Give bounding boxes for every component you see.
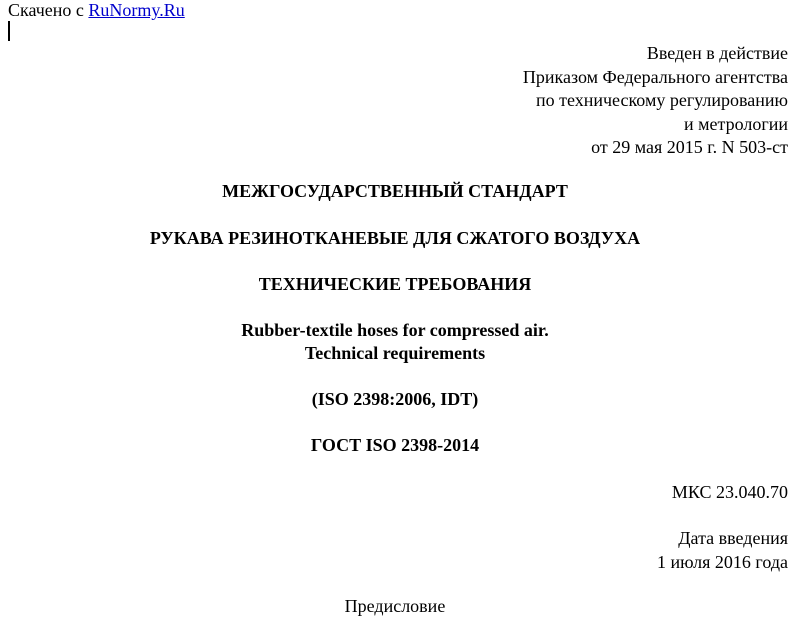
download-source-prefix: Скачено с bbox=[8, 0, 89, 20]
title-en-line2: Technical requirements bbox=[304, 343, 486, 363]
preface-heading: Предисловие bbox=[344, 596, 446, 616]
introduced-line: Введен в действие bbox=[646, 43, 788, 63]
introduced-line: Приказом Федерального агентства bbox=[522, 66, 788, 87]
text-cursor bbox=[8, 21, 10, 41]
effective-date-value: 1 июля 2016 года bbox=[657, 551, 788, 572]
introduced-line: по техническому регулированию bbox=[535, 90, 788, 110]
gost-number: ГОСТ ISO 2398-2014 bbox=[310, 435, 480, 455]
effective-date-label: Дата введения bbox=[678, 528, 788, 548]
introduced-line: от 29 мая 2015 г. N 503-ст bbox=[591, 137, 788, 157]
effective-date-block bbox=[657, 527, 788, 574]
title-en-line1: Rubber-textile hoses for compressed air. bbox=[241, 320, 549, 340]
introduced-block bbox=[523, 42, 788, 160]
mks-code: МКС 23.040.70 bbox=[671, 482, 788, 502]
download-source-line bbox=[8, 0, 185, 20]
introduced-line: и метрологии bbox=[684, 113, 788, 134]
title-ru: РУКАВА РЕЗИНОТКАНЕВЫЕ ДЛЯ СЖАТОГО ВОЗДУХА bbox=[149, 228, 641, 248]
runormy-link[interactable]: RuNormy.Ru bbox=[88, 0, 185, 20]
subtitle-ru: ТЕХНИЧЕСКИЕ ТРЕБОВАНИЯ bbox=[258, 274, 532, 294]
standard-type-heading: МЕЖГОСУДАРСТВЕННЫЙ СТАНДАРТ bbox=[222, 181, 568, 201]
iso-reference: (ISO 2398:2006, IDT) bbox=[311, 389, 479, 409]
